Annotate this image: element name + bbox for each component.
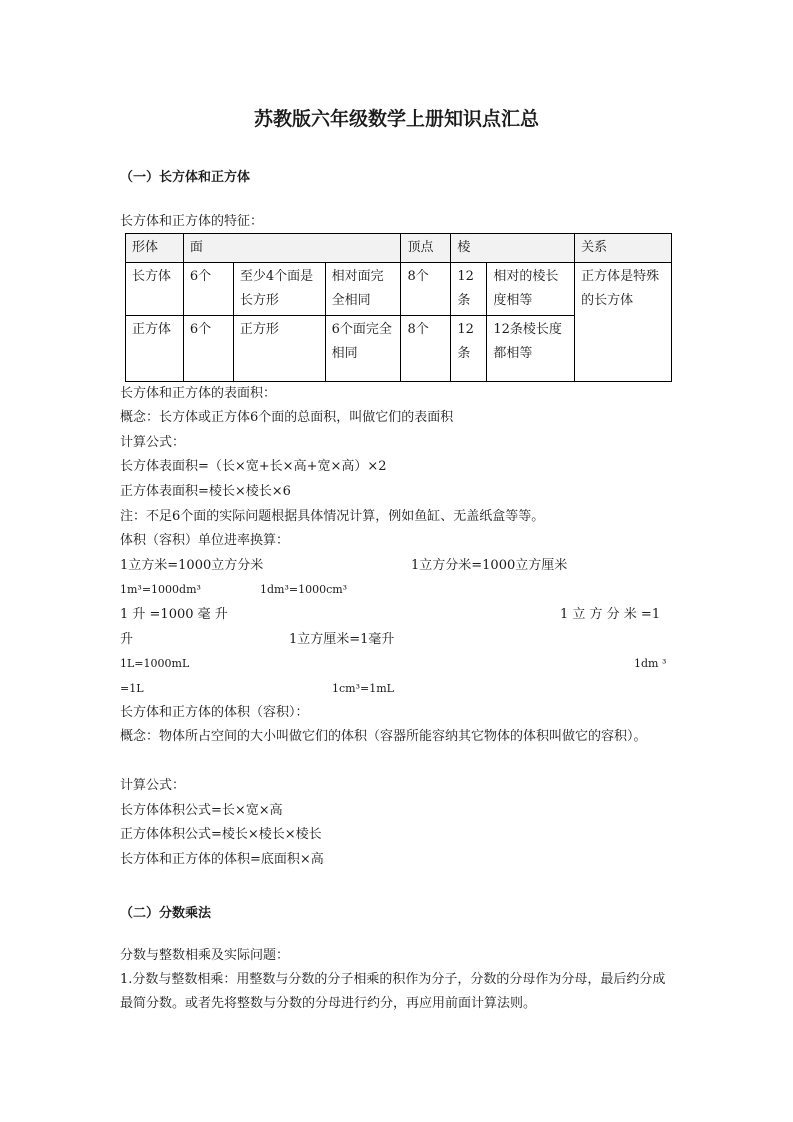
paragraph: 1.分数与整数相乘：用整数与分数的分子相乘的积作为分子，分数的分母作为分母，最后约分成最简分数。或者先将整数与分数的分母进行约分，再应用前面计算法则。 [120,972,666,1011]
text-line: 体积（容积）单位进率换算： [120,533,290,548]
text-line: 正方体表面积=棱长×棱长×6 [120,484,291,499]
text-line: 长方体和正方体的体积（容积）： [120,705,309,720]
table-cell: 长方体 [126,263,184,316]
text-line: 长方体和正方体的表面积： [120,386,277,401]
conversion-text: 1立方分米=1000立方厘米 [411,558,568,573]
text-line: 长方体体积公式=长×宽×高 [120,803,283,818]
conversion-text: 升 [120,632,134,647]
table-header-cell: 关系 [575,234,672,263]
paragraph: 概念：物体所占空间的大小叫做它们的体积（容器所能容纳其它物体的体积叫做它的容积）。 [120,729,647,744]
text-line: 概念：长方体或正方体6个面的总面积，叫做它们的表面积 [120,410,454,425]
table-cell: 正方体 [126,316,184,382]
section-heading-fraction: （二）分数乘法 [120,906,212,921]
text-line: 计算公式： [120,778,186,793]
page-title: 苏教版六年级数学上册知识点汇总 [253,108,539,130]
conversion-text: 1dm ³ [634,657,667,670]
table-cell: 12条 [451,316,487,382]
table-cell: 12条棱长度都相等 [487,316,575,382]
table-cell: 6个面完全相同 [325,316,401,382]
text-line: 分数与整数相乘及实际问题： [120,948,290,963]
text-line: 长方体表面积=（长×宽+长×高+宽×高）×2 [120,459,387,474]
table-cell: 6个 [183,263,233,316]
table-header-cell: 顶点 [401,234,451,263]
conversion-text: 1立方米=1000立方分米 [120,558,264,573]
conversion-text: 1 升 =1000 毫 升 [120,607,228,622]
table-cell: 正方形 [233,316,325,382]
table-cell: 相对面完全相同 [325,263,401,316]
table-header-row [126,234,672,263]
conversion-text: 1L=1000mL [120,657,190,670]
table-cell: 12条 [451,263,487,316]
table-cell: 8个 [401,316,451,382]
conversion-text: 1cm³=1mL [332,682,394,695]
table-cell: 6个 [183,316,233,382]
text-line: 正方体体积公式=棱长×棱长×棱长 [120,827,322,842]
table-header-cell: 棱 [451,234,575,263]
text-line: 注：不足6个面的实际问题根据具体情况计算，例如鱼缸、无盖纸盒等等。 [120,509,545,524]
section-heading-cuboid: （一）长方体和正方体 [120,170,251,185]
features-label: 长方体和正方体的特征： [120,214,264,229]
table-header-cell: 形体 [126,234,184,263]
conversion-text: =1L [120,682,144,695]
table-cell: 至少4个面是长方形 [233,263,325,316]
conversion-text: 1dm³=1000cm³ [260,583,348,596]
table-cell: 8个 [401,263,451,316]
features-table [125,233,672,382]
conversion-text: 1立方厘米=1毫升 [289,632,395,647]
text-line: 计算公式： [120,435,186,450]
table-row [126,263,672,316]
conversion-text: 1m³=1000dm³ [120,583,201,596]
text-line: 长方体和正方体的体积=底面积×高 [120,852,324,867]
conversion-text: 1 立 方 分 米 =1 [560,607,661,622]
table-cell: 正方体是特殊的长方体 [575,263,672,382]
table-header-cell: 面 [183,234,401,263]
table-cell: 相对的棱长度相等 [487,263,575,316]
